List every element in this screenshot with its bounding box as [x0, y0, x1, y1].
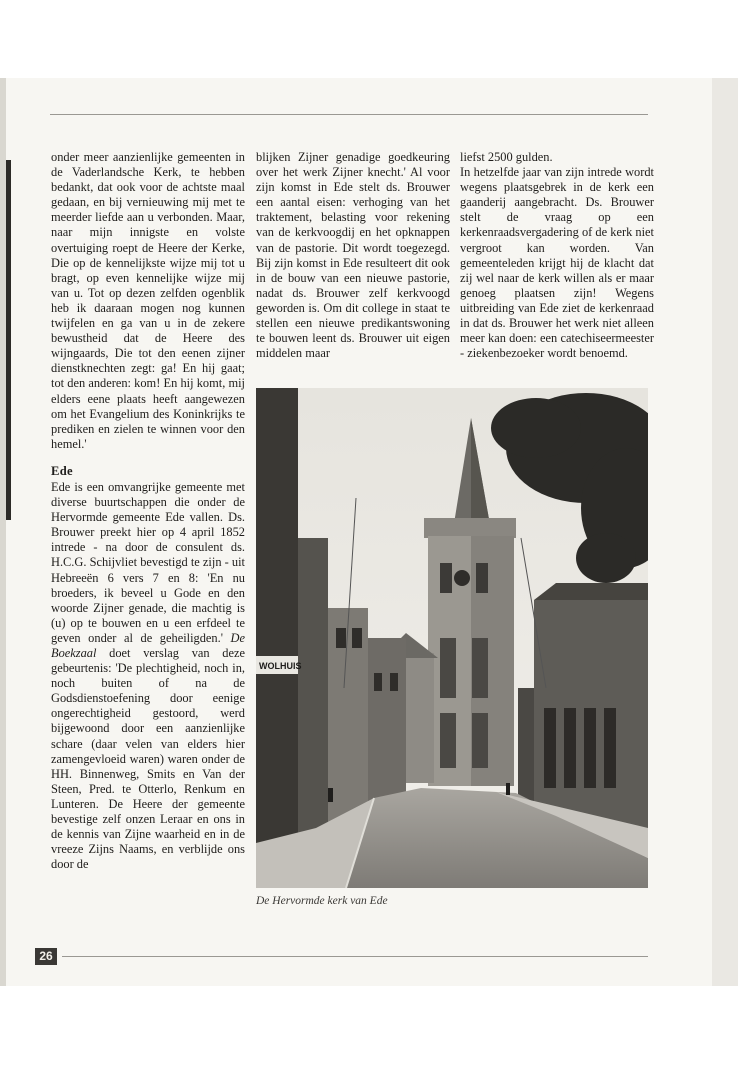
paragraph: blijken Zijner genadige goedkeuring over het werk Zijner knecht.' Al voor zijn komst in Ede stelt ds. Brouwer een aantal eisen: verhoging van het traktement, belasting voor rekening van de kerkvoogdij en het opknappen van de pastorie. Dit wordt toegezegd. Bij zijn komst in Ede resulteert dit ook in de bouw van een nieuwe pastorie, nadat ds. Brouwer zelf kerkvoogd geworden is. Om dit college in staat te stellen een nieuwe predikantswoning te bouwen leent ds. Brouwer uit eigen middelen maar [256, 150, 450, 361]
text-column-1 [51, 150, 245, 872]
spine-strip [6, 160, 11, 520]
top-rule [50, 114, 648, 115]
section-heading: Ede [51, 463, 73, 478]
paragraph: onder meer aanzienlijke gemeenten in de Vaderlandsche Kerk, te hebben bedankt, dat ook voor de achtste maal gedaan, en bij vernieuwing mij met te meerder liefde aan u verbonden. Maar, naar mijn innigste en volste overtuiging roept de Heere der Kerke, Die op de kennelijkste wijze mij tot u bragt, op even kennelijke wijze mij van u. Tot op dezen zelfden ogenblik heb ik daaraan mogen nog kunnen twijfelen en ga van u in de zekere bewustheid dat de Heere des wijngaards, Die tot den eenen zijner dienstknechten zegt: ga! En hij gaat; tot den anderen: kom! En hij komt, mij elders eene plaats heeft aangewezen om het Evangelium des Koninkrijks te prediken en zielen te winnen voor den hemel.' [51, 150, 245, 451]
paragraph: liefst 2500 gulden. [460, 150, 553, 164]
paragraph [51, 480, 245, 872]
bottom-rule [62, 956, 648, 957]
paragraph-text: doet verslag van deze gebeurtenis: 'De plechtigheid, noch in, noch buiten of na de Godsdienstoefening door eenige ongerechtigheid gestoord, werd bijgewoond door een aanzienlijke schare (daar velen van elders hier zamengevloeid waren) waren onder de HH. Binnenweg, Smits en Van der Steen, Pred. te Otterlo, Renkum en Lunteren. De Heere der gemeente bevestige zelf onzen Leraar en ons in de kennis van Zijne waarheid en in de vreeze Zijns Naams, en verblijde ons door de [51, 646, 245, 872]
church-photo-illustration [256, 388, 648, 888]
photo-caption: De Hervormde kerk van Ede [256, 895, 388, 907]
paragraph: In hetzelfde jaar van zijn intrede wordt wegens plaatsgebrek in de kerk een gaanderij aangebracht. Ds. Brouwer stelt de vraag op een kerkenraadsvergadering of de kerk niet vergroot kan worden. Van gemeenteleden krijgt hij de klacht dat zij wel naar de kerk willen als er maar genoeg plaatsen zijn! Wegens uitbreiding van Ede ziet de kerkenraad in dat ds. Brouwer het werk niet alleen meer kan doen: een catechiseermeester - ziekenbezoeker wordt benoemd. [460, 165, 654, 361]
paragraph-text: Ede is een omvangrijke gemeente met diverse buurtschappen die onder de Hervormde gemeente Ede vallen. Ds. Brouwer preekt hier op 4 april 1852 intrede - na door de consulent ds. H.C.G. Schijvliet bevestigd te zijn - uit Hebreeën 6 vers 7 en 8: 'En nu broeders, ik beveel u Gode en den woorde Zijner genade, die machtig is (u) op te bouwen en u een erfdeel te geven onder al de geheiligden.' [51, 479, 245, 645]
church-photo [256, 388, 648, 888]
page-number: 26 [35, 948, 57, 965]
source-title: De Boekzaal [51, 630, 245, 660]
text-column-3 [460, 150, 654, 361]
shop-sign-text: WOLHUIS [259, 661, 302, 671]
text-column-2 [256, 150, 450, 361]
next-page-edge [712, 78, 738, 986]
